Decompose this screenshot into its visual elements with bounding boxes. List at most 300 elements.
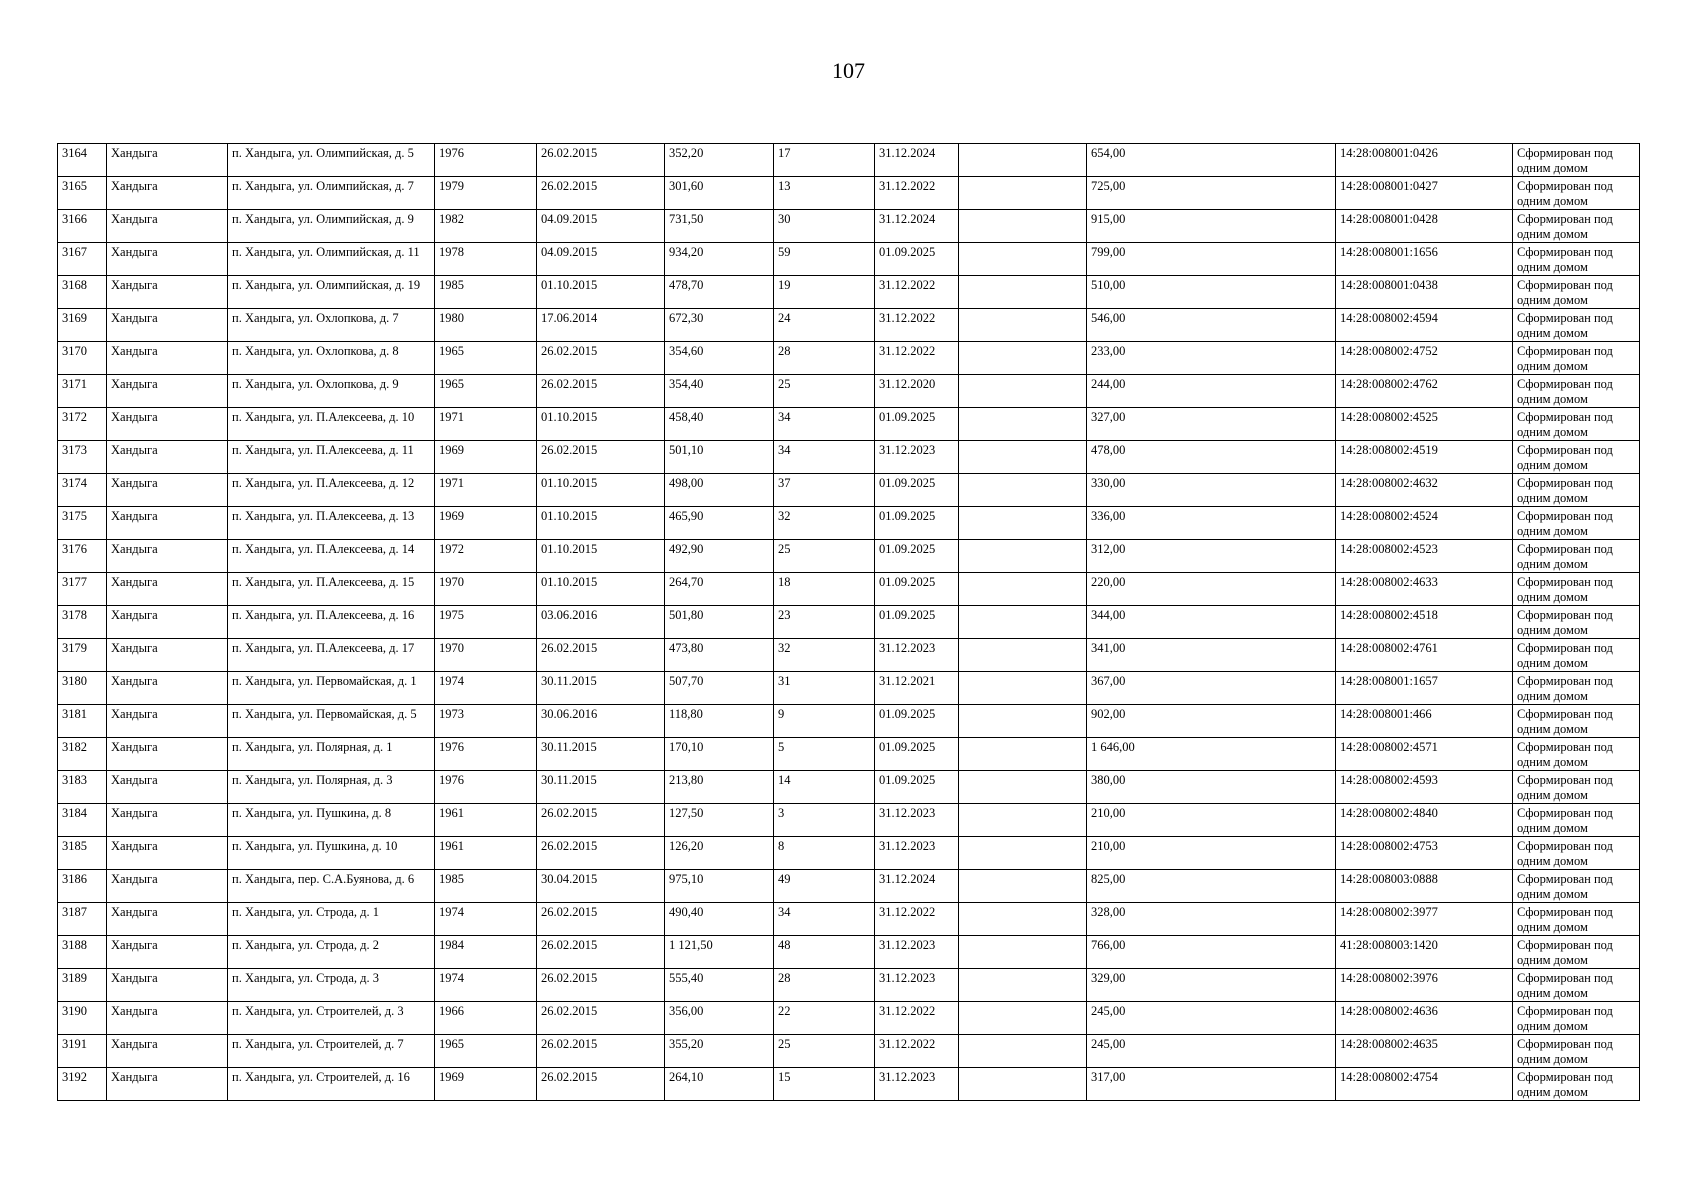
empty-cell (959, 375, 1087, 408)
recognition-date-cell: 30.11.2015 (537, 738, 665, 771)
recognition-date-cell: 26.02.2015 (537, 903, 665, 936)
row-number-cell: 3170 (58, 342, 107, 375)
table-row (58, 606, 1640, 639)
resettlement-deadline-cell: 01.09.2025 (875, 705, 959, 738)
address-cell: п. Хандыга, ул. Первомайская, д. 1 (228, 672, 435, 705)
settlement-cell: Хандыга (107, 1002, 228, 1035)
status-cell: Сформирован под одним домом (1513, 375, 1640, 408)
table-row (58, 969, 1640, 1002)
status-cell: Сформирован под одним домом (1513, 210, 1640, 243)
housing-registry-table (57, 143, 1640, 1101)
address-cell: п. Хандыга, ул. П.Алексеева, д. 12 (228, 474, 435, 507)
resettlement-deadline-cell: 31.12.2022 (875, 177, 959, 210)
status-cell: Сформирован под одним домом (1513, 1035, 1640, 1068)
area-cell: 501,10 (665, 441, 774, 474)
settlement-cell: Хандыга (107, 903, 228, 936)
row-number-cell: 3164 (58, 144, 107, 177)
settlement-cell: Хандыга (107, 243, 228, 276)
row-number-cell: 3173 (58, 441, 107, 474)
settlement-cell: Хандыга (107, 507, 228, 540)
land-area-cell: 380,00 (1087, 771, 1336, 804)
status-cell: Сформирован под одним домом (1513, 903, 1640, 936)
cadastral-number-cell: 14:28:008002:4754 (1336, 1068, 1513, 1101)
cadastral-number-cell: 14:28:008002:4518 (1336, 606, 1513, 639)
settlement-cell: Хандыга (107, 936, 228, 969)
recognition-date-cell: 01.10.2015 (537, 573, 665, 606)
residents-cell: 14 (774, 771, 875, 804)
area-cell: 492,90 (665, 540, 774, 573)
recognition-date-cell: 01.10.2015 (537, 540, 665, 573)
area-cell: 501,80 (665, 606, 774, 639)
residents-cell: 32 (774, 639, 875, 672)
row-number-cell: 3189 (58, 969, 107, 1002)
status-cell: Сформирован под одним домом (1513, 177, 1640, 210)
land-area-cell: 233,00 (1087, 342, 1336, 375)
status-cell: Сформирован под одним домом (1513, 639, 1640, 672)
row-number-cell: 3178 (58, 606, 107, 639)
row-number-cell: 3169 (58, 309, 107, 342)
residents-cell: 15 (774, 1068, 875, 1101)
resettlement-deadline-cell: 31.12.2023 (875, 1068, 959, 1101)
residents-cell: 13 (774, 177, 875, 210)
build-year-cell: 1969 (435, 441, 537, 474)
settlement-cell: Хандыга (107, 639, 228, 672)
empty-cell (959, 738, 1087, 771)
cadastral-number-cell: 14:28:008002:4524 (1336, 507, 1513, 540)
status-cell: Сформирован под одним домом (1513, 276, 1640, 309)
land-area-cell: 344,00 (1087, 606, 1336, 639)
land-area-cell: 329,00 (1087, 969, 1336, 1002)
recognition-date-cell: 01.10.2015 (537, 276, 665, 309)
settlement-cell: Хандыга (107, 540, 228, 573)
settlement-cell: Хандыга (107, 672, 228, 705)
cadastral-number-cell: 14:28:008002:4840 (1336, 804, 1513, 837)
table-row (58, 738, 1640, 771)
cadastral-number-cell: 14:28:008002:4762 (1336, 375, 1513, 408)
status-cell: Сформирован под одним домом (1513, 837, 1640, 870)
recognition-date-cell: 26.02.2015 (537, 639, 665, 672)
status-cell: Сформирован под одним домом (1513, 771, 1640, 804)
area-cell: 478,70 (665, 276, 774, 309)
address-cell: п. Хандыга, ул. Олимпийская, д. 9 (228, 210, 435, 243)
land-area-cell: 210,00 (1087, 804, 1336, 837)
land-area-cell: 915,00 (1087, 210, 1336, 243)
resettlement-deadline-cell: 31.12.2024 (875, 870, 959, 903)
area-cell: 356,00 (665, 1002, 774, 1035)
row-number-cell: 3168 (58, 276, 107, 309)
recognition-date-cell: 26.02.2015 (537, 1068, 665, 1101)
land-area-cell: 330,00 (1087, 474, 1336, 507)
build-year-cell: 1980 (435, 309, 537, 342)
recognition-date-cell: 26.02.2015 (537, 441, 665, 474)
area-cell: 473,80 (665, 639, 774, 672)
settlement-cell: Хандыга (107, 738, 228, 771)
residents-cell: 17 (774, 144, 875, 177)
resettlement-deadline-cell: 31.12.2023 (875, 969, 959, 1002)
build-year-cell: 1974 (435, 672, 537, 705)
row-number-cell: 3187 (58, 903, 107, 936)
build-year-cell: 1969 (435, 507, 537, 540)
resettlement-deadline-cell: 31.12.2022 (875, 276, 959, 309)
table-row (58, 243, 1640, 276)
address-cell: п. Хандыга, ул. П.Алексеева, д. 14 (228, 540, 435, 573)
address-cell: п. Хандыга, ул. Первомайская, д. 5 (228, 705, 435, 738)
residents-cell: 5 (774, 738, 875, 771)
residents-cell: 3 (774, 804, 875, 837)
cadastral-number-cell: 14:28:008002:4636 (1336, 1002, 1513, 1035)
area-cell: 213,80 (665, 771, 774, 804)
cadastral-number-cell: 14:28:008002:4571 (1336, 738, 1513, 771)
build-year-cell: 1978 (435, 243, 537, 276)
row-number-cell: 3171 (58, 375, 107, 408)
resettlement-deadline-cell: 31.12.2022 (875, 309, 959, 342)
address-cell: п. Хандыга, ул. Строда, д. 1 (228, 903, 435, 936)
area-cell: 975,10 (665, 870, 774, 903)
address-cell: п. Хандыга, ул. Полярная, д. 1 (228, 738, 435, 771)
address-cell: п. Хандыга, ул. Охлопкова, д. 8 (228, 342, 435, 375)
area-cell: 731,50 (665, 210, 774, 243)
recognition-date-cell: 26.02.2015 (537, 804, 665, 837)
build-year-cell: 1971 (435, 408, 537, 441)
land-area-cell: 244,00 (1087, 375, 1336, 408)
address-cell: п. Хандыга, ул. Строителей, д. 7 (228, 1035, 435, 1068)
land-area-cell: 725,00 (1087, 177, 1336, 210)
resettlement-deadline-cell: 31.12.2022 (875, 1035, 959, 1068)
build-year-cell: 1985 (435, 276, 537, 309)
table-row (58, 177, 1640, 210)
build-year-cell: 1961 (435, 804, 537, 837)
build-year-cell: 1965 (435, 375, 537, 408)
empty-cell (959, 705, 1087, 738)
residents-cell: 25 (774, 1035, 875, 1068)
table-row (58, 870, 1640, 903)
table-row (58, 573, 1640, 606)
cadastral-number-cell: 14:28:008002:4519 (1336, 441, 1513, 474)
row-number-cell: 3183 (58, 771, 107, 804)
area-cell: 264,70 (665, 573, 774, 606)
status-cell: Сформирован под одним домом (1513, 705, 1640, 738)
area-cell: 126,20 (665, 837, 774, 870)
build-year-cell: 1970 (435, 639, 537, 672)
recognition-date-cell: 01.10.2015 (537, 408, 665, 441)
area-cell: 352,20 (665, 144, 774, 177)
empty-cell (959, 903, 1087, 936)
empty-cell (959, 342, 1087, 375)
empty-cell (959, 804, 1087, 837)
address-cell: п. Хандыга, ул. П.Алексеева, д. 10 (228, 408, 435, 441)
empty-cell (959, 639, 1087, 672)
settlement-cell: Хандыга (107, 705, 228, 738)
land-area-cell: 312,00 (1087, 540, 1336, 573)
address-cell: п. Хандыга, пер. С.А.Буянова, д. 6 (228, 870, 435, 903)
cadastral-number-cell: 14:28:008001:1656 (1336, 243, 1513, 276)
page-number: 107 (832, 58, 865, 83)
row-number-cell: 3177 (58, 573, 107, 606)
resettlement-deadline-cell: 31.12.2023 (875, 441, 959, 474)
land-area-cell: 317,00 (1087, 1068, 1336, 1101)
row-number-cell: 3190 (58, 1002, 107, 1035)
settlement-cell: Хандыга (107, 573, 228, 606)
table-row (58, 309, 1640, 342)
land-area-cell: 220,00 (1087, 573, 1336, 606)
address-cell: п. Хандыга, ул. Пушкина, д. 8 (228, 804, 435, 837)
resettlement-deadline-cell: 01.09.2025 (875, 771, 959, 804)
area-cell: 465,90 (665, 507, 774, 540)
area-cell: 355,20 (665, 1035, 774, 1068)
empty-cell (959, 441, 1087, 474)
recognition-date-cell: 26.02.2015 (537, 342, 665, 375)
empty-cell (959, 870, 1087, 903)
area-cell: 1 121,50 (665, 936, 774, 969)
settlement-cell: Хандыга (107, 441, 228, 474)
build-year-cell: 1979 (435, 177, 537, 210)
address-cell: п. Хандыга, ул. П.Алексеева, д. 15 (228, 573, 435, 606)
address-cell: п. Хандыга, ул. Пушкина, д. 10 (228, 837, 435, 870)
residents-cell: 28 (774, 342, 875, 375)
resettlement-deadline-cell: 01.09.2025 (875, 243, 959, 276)
area-cell: 458,40 (665, 408, 774, 441)
land-area-cell: 341,00 (1087, 639, 1336, 672)
table-row (58, 342, 1640, 375)
address-cell: п. Хандыга, ул. Охлопкова, д. 7 (228, 309, 435, 342)
settlement-cell: Хандыга (107, 474, 228, 507)
status-cell: Сформирован под одним домом (1513, 936, 1640, 969)
empty-cell (959, 672, 1087, 705)
recognition-date-cell: 26.02.2015 (537, 1002, 665, 1035)
land-area-cell: 478,00 (1087, 441, 1336, 474)
status-cell: Сформирован под одним домом (1513, 606, 1640, 639)
empty-cell (959, 309, 1087, 342)
cadastral-number-cell: 14:28:008001:0427 (1336, 177, 1513, 210)
row-number-cell: 3165 (58, 177, 107, 210)
empty-cell (959, 507, 1087, 540)
address-cell: п. Хандыга, ул. П.Алексеева, д. 13 (228, 507, 435, 540)
build-year-cell: 1974 (435, 903, 537, 936)
cadastral-number-cell: 14:28:008001:466 (1336, 705, 1513, 738)
row-number-cell: 3184 (58, 804, 107, 837)
land-area-cell: 210,00 (1087, 837, 1336, 870)
cadastral-number-cell: 14:28:008002:4752 (1336, 342, 1513, 375)
table-row (58, 936, 1640, 969)
settlement-cell: Хандыга (107, 144, 228, 177)
land-area-cell: 328,00 (1087, 903, 1336, 936)
status-cell: Сформирован под одним домом (1513, 804, 1640, 837)
recognition-date-cell: 26.02.2015 (537, 1035, 665, 1068)
row-number-cell: 3185 (58, 837, 107, 870)
residents-cell: 25 (774, 540, 875, 573)
table-row (58, 474, 1640, 507)
cadastral-number-cell: 14:28:008001:0438 (1336, 276, 1513, 309)
empty-cell (959, 606, 1087, 639)
table-row (58, 705, 1640, 738)
settlement-cell: Хандыга (107, 771, 228, 804)
status-cell: Сформирован под одним домом (1513, 441, 1640, 474)
build-year-cell: 1975 (435, 606, 537, 639)
area-cell: 354,60 (665, 342, 774, 375)
table-row (58, 375, 1640, 408)
empty-cell (959, 936, 1087, 969)
settlement-cell: Хандыга (107, 177, 228, 210)
settlement-cell: Хандыга (107, 375, 228, 408)
row-number-cell: 3176 (58, 540, 107, 573)
settlement-cell: Хандыга (107, 870, 228, 903)
status-cell: Сформирован под одним домом (1513, 243, 1640, 276)
resettlement-deadline-cell: 31.12.2023 (875, 639, 959, 672)
resettlement-deadline-cell: 01.09.2025 (875, 540, 959, 573)
residents-cell: 34 (774, 408, 875, 441)
recognition-date-cell: 03.06.2016 (537, 606, 665, 639)
address-cell: п. Хандыга, ул. Олимпийская, д. 5 (228, 144, 435, 177)
area-cell: 301,60 (665, 177, 774, 210)
status-cell: Сформирован под одним домом (1513, 738, 1640, 771)
resettlement-deadline-cell: 01.09.2025 (875, 408, 959, 441)
resettlement-deadline-cell: 31.12.2023 (875, 837, 959, 870)
build-year-cell: 1982 (435, 210, 537, 243)
residents-cell: 18 (774, 573, 875, 606)
land-area-cell: 245,00 (1087, 1002, 1336, 1035)
row-number-cell: 3192 (58, 1068, 107, 1101)
address-cell: п. Хандыга, ул. Строда, д. 3 (228, 969, 435, 1002)
land-area-cell: 367,00 (1087, 672, 1336, 705)
row-number-cell: 3182 (58, 738, 107, 771)
recognition-date-cell: 30.04.2015 (537, 870, 665, 903)
residents-cell: 34 (774, 441, 875, 474)
area-cell: 264,10 (665, 1068, 774, 1101)
table-row (58, 276, 1640, 309)
recognition-date-cell: 30.11.2015 (537, 672, 665, 705)
table-row (58, 771, 1640, 804)
empty-cell (959, 408, 1087, 441)
build-year-cell: 1985 (435, 870, 537, 903)
empty-cell (959, 474, 1087, 507)
settlement-cell: Хандыга (107, 210, 228, 243)
build-year-cell: 1984 (435, 936, 537, 969)
residents-cell: 32 (774, 507, 875, 540)
status-cell: Сформирован под одним домом (1513, 144, 1640, 177)
status-cell: Сформирован под одним домом (1513, 408, 1640, 441)
build-year-cell: 1970 (435, 573, 537, 606)
table-row (58, 441, 1640, 474)
table-row (58, 804, 1640, 837)
area-cell: 490,40 (665, 903, 774, 936)
settlement-cell: Хандыга (107, 408, 228, 441)
resettlement-deadline-cell: 01.09.2025 (875, 606, 959, 639)
residents-cell: 48 (774, 936, 875, 969)
area-cell: 170,10 (665, 738, 774, 771)
cadastral-number-cell: 14:28:008002:4525 (1336, 408, 1513, 441)
empty-cell (959, 1002, 1087, 1035)
settlement-cell: Хандыга (107, 342, 228, 375)
build-year-cell: 1973 (435, 705, 537, 738)
cadastral-number-cell: 14:28:008002:4594 (1336, 309, 1513, 342)
build-year-cell: 1965 (435, 342, 537, 375)
table-row (58, 540, 1640, 573)
row-number-cell: 3191 (58, 1035, 107, 1068)
status-cell: Сформирован под одним домом (1513, 309, 1640, 342)
residents-cell: 19 (774, 276, 875, 309)
empty-cell (959, 210, 1087, 243)
address-cell: п. Хандыга, ул. П.Алексеева, д. 16 (228, 606, 435, 639)
table-body (58, 144, 1640, 1101)
build-year-cell: 1961 (435, 837, 537, 870)
area-cell: 934,20 (665, 243, 774, 276)
table-row (58, 408, 1640, 441)
land-area-cell: 546,00 (1087, 309, 1336, 342)
status-cell: Сформирован под одним домом (1513, 342, 1640, 375)
resettlement-deadline-cell: 31.12.2024 (875, 210, 959, 243)
resettlement-deadline-cell: 01.09.2025 (875, 507, 959, 540)
row-number-cell: 3174 (58, 474, 107, 507)
build-year-cell: 1966 (435, 1002, 537, 1035)
resettlement-deadline-cell: 01.09.2025 (875, 573, 959, 606)
resettlement-deadline-cell: 01.09.2025 (875, 738, 959, 771)
empty-cell (959, 1035, 1087, 1068)
cadastral-number-cell: 14:28:008002:4523 (1336, 540, 1513, 573)
recognition-date-cell: 30.06.2016 (537, 705, 665, 738)
cadastral-number-cell: 14:28:008001:0428 (1336, 210, 1513, 243)
recognition-date-cell: 17.06.2014 (537, 309, 665, 342)
recognition-date-cell: 26.02.2015 (537, 144, 665, 177)
recognition-date-cell: 26.02.2015 (537, 969, 665, 1002)
resettlement-deadline-cell: 31.12.2023 (875, 804, 959, 837)
cadastral-number-cell: 41:28:008003:1420 (1336, 936, 1513, 969)
area-cell: 354,40 (665, 375, 774, 408)
status-cell: Сформирован под одним домом (1513, 1068, 1640, 1101)
cadastral-number-cell: 14:28:008002:3976 (1336, 969, 1513, 1002)
land-area-cell: 799,00 (1087, 243, 1336, 276)
land-area-cell: 245,00 (1087, 1035, 1336, 1068)
settlement-cell: Хандыга (107, 969, 228, 1002)
recognition-date-cell: 26.02.2015 (537, 177, 665, 210)
residents-cell: 59 (774, 243, 875, 276)
cadastral-number-cell: 14:28:008001:1657 (1336, 672, 1513, 705)
status-cell: Сформирован под одним домом (1513, 540, 1640, 573)
build-year-cell: 1971 (435, 474, 537, 507)
resettlement-deadline-cell: 31.12.2022 (875, 342, 959, 375)
land-area-cell: 327,00 (1087, 408, 1336, 441)
residents-cell: 49 (774, 870, 875, 903)
cadastral-number-cell: 14:28:008002:4761 (1336, 639, 1513, 672)
recognition-date-cell: 01.10.2015 (537, 507, 665, 540)
status-cell: Сформирован под одним домом (1513, 870, 1640, 903)
recognition-date-cell: 26.02.2015 (537, 936, 665, 969)
recognition-date-cell: 26.02.2015 (537, 375, 665, 408)
recognition-date-cell: 04.09.2015 (537, 243, 665, 276)
settlement-cell: Хандыга (107, 837, 228, 870)
residents-cell: 24 (774, 309, 875, 342)
empty-cell (959, 1068, 1087, 1101)
status-cell: Сформирован под одним домом (1513, 672, 1640, 705)
cadastral-number-cell: 14:28:008002:4633 (1336, 573, 1513, 606)
resettlement-deadline-cell: 31.12.2021 (875, 672, 959, 705)
row-number-cell: 3181 (58, 705, 107, 738)
table-row (58, 1068, 1640, 1101)
resettlement-deadline-cell: 01.09.2025 (875, 474, 959, 507)
area-cell: 555,40 (665, 969, 774, 1002)
land-area-cell: 766,00 (1087, 936, 1336, 969)
land-area-cell: 510,00 (1087, 276, 1336, 309)
table-row (58, 1002, 1640, 1035)
row-number-cell: 3172 (58, 408, 107, 441)
address-cell: п. Хандыга, ул. Охлопкова, д. 9 (228, 375, 435, 408)
residents-cell: 25 (774, 375, 875, 408)
area-cell: 118,80 (665, 705, 774, 738)
recognition-date-cell: 26.02.2015 (537, 837, 665, 870)
land-area-cell: 1 646,00 (1087, 738, 1336, 771)
residents-cell: 22 (774, 1002, 875, 1035)
settlement-cell: Хандыга (107, 606, 228, 639)
cadastral-number-cell: 14:28:008002:4632 (1336, 474, 1513, 507)
